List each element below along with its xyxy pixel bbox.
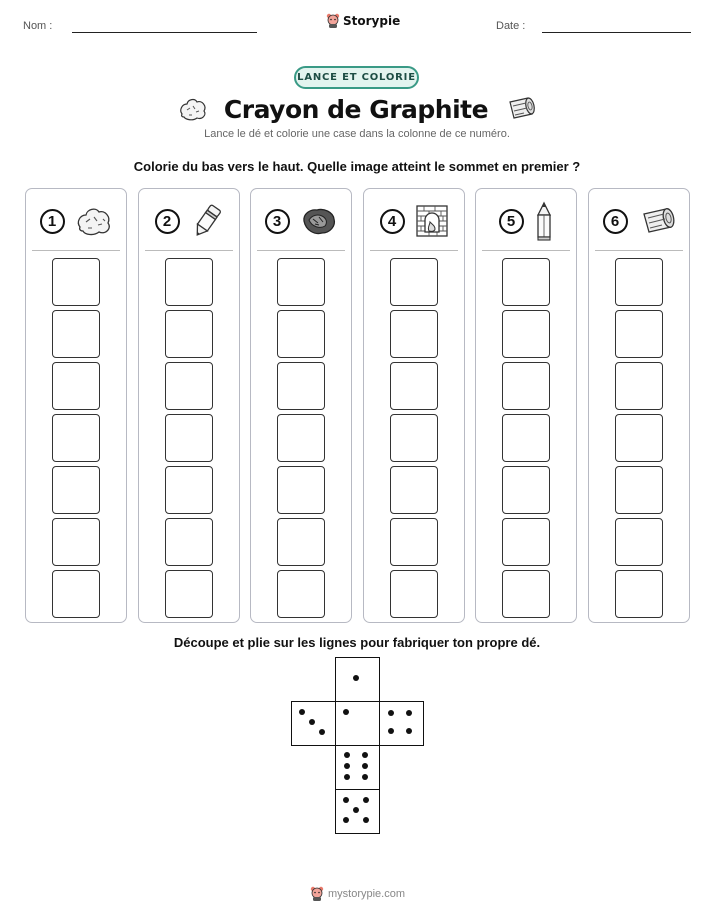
color-box[interactable] — [502, 570, 550, 618]
die-face-one-center — [335, 701, 380, 746]
color-box[interactable] — [52, 466, 100, 514]
color-box[interactable] — [165, 466, 213, 514]
column-4 — [363, 188, 465, 623]
color-box[interactable] — [615, 570, 663, 618]
brand-name: Storypie — [343, 13, 401, 28]
bear-mascot-icon — [310, 886, 324, 901]
column-number: 1 — [40, 209, 65, 234]
color-box[interactable] — [277, 414, 325, 462]
color-box[interactable] — [165, 570, 213, 618]
color-box[interactable] — [615, 466, 663, 514]
column-divider — [257, 250, 345, 251]
die-pip — [353, 807, 359, 813]
color-box[interactable] — [390, 518, 438, 566]
color-box[interactable] — [502, 414, 550, 462]
color-box[interactable] — [165, 362, 213, 410]
column-number: 5 — [499, 209, 524, 234]
column-header — [364, 201, 464, 241]
color-box[interactable] — [277, 258, 325, 306]
color-box[interactable] — [52, 414, 100, 462]
color-box[interactable] — [390, 414, 438, 462]
furnace-icon — [415, 204, 449, 238]
die-pip — [362, 774, 368, 780]
wood-log-icon — [504, 96, 536, 122]
color-box[interactable] — [502, 258, 550, 306]
column-divider — [145, 250, 233, 251]
die-pip — [319, 729, 325, 735]
pencil-icon — [190, 203, 224, 239]
color-box[interactable] — [502, 362, 550, 410]
color-box[interactable] — [390, 570, 438, 618]
name-line — [72, 32, 257, 33]
activity-badge: LANCE ET COLORIE — [294, 66, 419, 89]
column-number: 4 — [380, 209, 405, 234]
graphite-ore-icon — [300, 205, 338, 237]
column-number: 6 — [603, 209, 628, 234]
title-row — [0, 91, 714, 127]
color-box[interactable] — [277, 362, 325, 410]
die-pip — [363, 797, 369, 803]
color-box[interactable] — [165, 414, 213, 462]
die-pip — [309, 719, 315, 725]
color-box[interactable] — [277, 310, 325, 358]
color-box[interactable] — [502, 310, 550, 358]
graphite-rock-icon — [178, 96, 208, 122]
color-box[interactable] — [277, 518, 325, 566]
page-title: Crayon de Graphite — [223, 94, 489, 124]
color-box[interactable] — [277, 466, 325, 514]
die-pip — [343, 797, 349, 803]
color-box[interactable] — [615, 310, 663, 358]
column-2 — [138, 188, 240, 623]
footer-url: mystorypie.com — [328, 887, 406, 900]
graphite-rock-icon — [75, 205, 113, 237]
die-pip — [388, 710, 394, 716]
column-3 — [250, 188, 352, 623]
die-pip — [363, 817, 369, 823]
color-box[interactable] — [615, 414, 663, 462]
subtitle: Lance le dé et colorie une case dans la colonne de ce numéro. — [204, 128, 510, 140]
die-face-six — [335, 745, 380, 790]
die-pip — [406, 710, 412, 716]
die-pip — [406, 728, 412, 734]
die-pip — [344, 774, 350, 780]
column-header — [26, 201, 126, 241]
color-box[interactable] — [390, 362, 438, 410]
die-pip — [353, 675, 359, 681]
color-box[interactable] — [52, 310, 100, 358]
cut-instruction: Découpe et plie sur les lignes pour fabriquer ton propre dé. — [173, 635, 541, 650]
color-box[interactable] — [502, 518, 550, 566]
die-pip — [343, 709, 349, 715]
instruction: Colorie du bas vers le haut. Quelle image atteint le sommet en premier ? — [133, 159, 581, 174]
color-box[interactable] — [52, 362, 100, 410]
column-1 — [25, 188, 127, 623]
footer — [310, 886, 405, 901]
sharpened-pencil-icon — [534, 201, 554, 241]
color-box[interactable] — [52, 258, 100, 306]
color-box[interactable] — [390, 466, 438, 514]
date-label: Date : — [496, 20, 526, 32]
wood-log-icon — [638, 206, 676, 236]
column-number: 2 — [155, 209, 180, 234]
die-face-one-top — [335, 657, 380, 702]
column-divider — [595, 250, 683, 251]
die-face-four — [379, 701, 424, 746]
color-box[interactable] — [277, 570, 325, 618]
bear-mascot-icon — [326, 13, 340, 28]
color-box[interactable] — [615, 258, 663, 306]
color-box[interactable] — [52, 518, 100, 566]
column-divider — [482, 250, 570, 251]
column-5 — [475, 188, 577, 623]
color-box[interactable] — [502, 466, 550, 514]
die-pip — [343, 817, 349, 823]
color-box[interactable] — [390, 310, 438, 358]
column-number: 3 — [265, 209, 290, 234]
color-box[interactable] — [615, 518, 663, 566]
die-pip — [362, 763, 368, 769]
date-line — [542, 32, 691, 33]
brand-logo — [326, 13, 400, 28]
color-box[interactable] — [390, 258, 438, 306]
die-pip — [388, 728, 394, 734]
column-6 — [588, 188, 690, 623]
color-box[interactable] — [165, 518, 213, 566]
column-header — [139, 201, 239, 241]
die-face-three — [291, 701, 336, 746]
die-pip — [299, 709, 305, 715]
column-header — [251, 201, 351, 241]
color-box[interactable] — [165, 310, 213, 358]
die-pip — [344, 752, 350, 758]
color-box[interactable] — [615, 362, 663, 410]
die-pip — [362, 752, 368, 758]
color-box[interactable] — [52, 570, 100, 618]
name-label: Nom : — [23, 20, 53, 32]
column-divider — [32, 250, 120, 251]
color-box[interactable] — [165, 258, 213, 306]
column-divider — [370, 250, 458, 251]
die-pip — [344, 763, 350, 769]
column-header — [476, 201, 576, 241]
die-face-five — [335, 789, 380, 834]
column-header — [589, 201, 689, 241]
